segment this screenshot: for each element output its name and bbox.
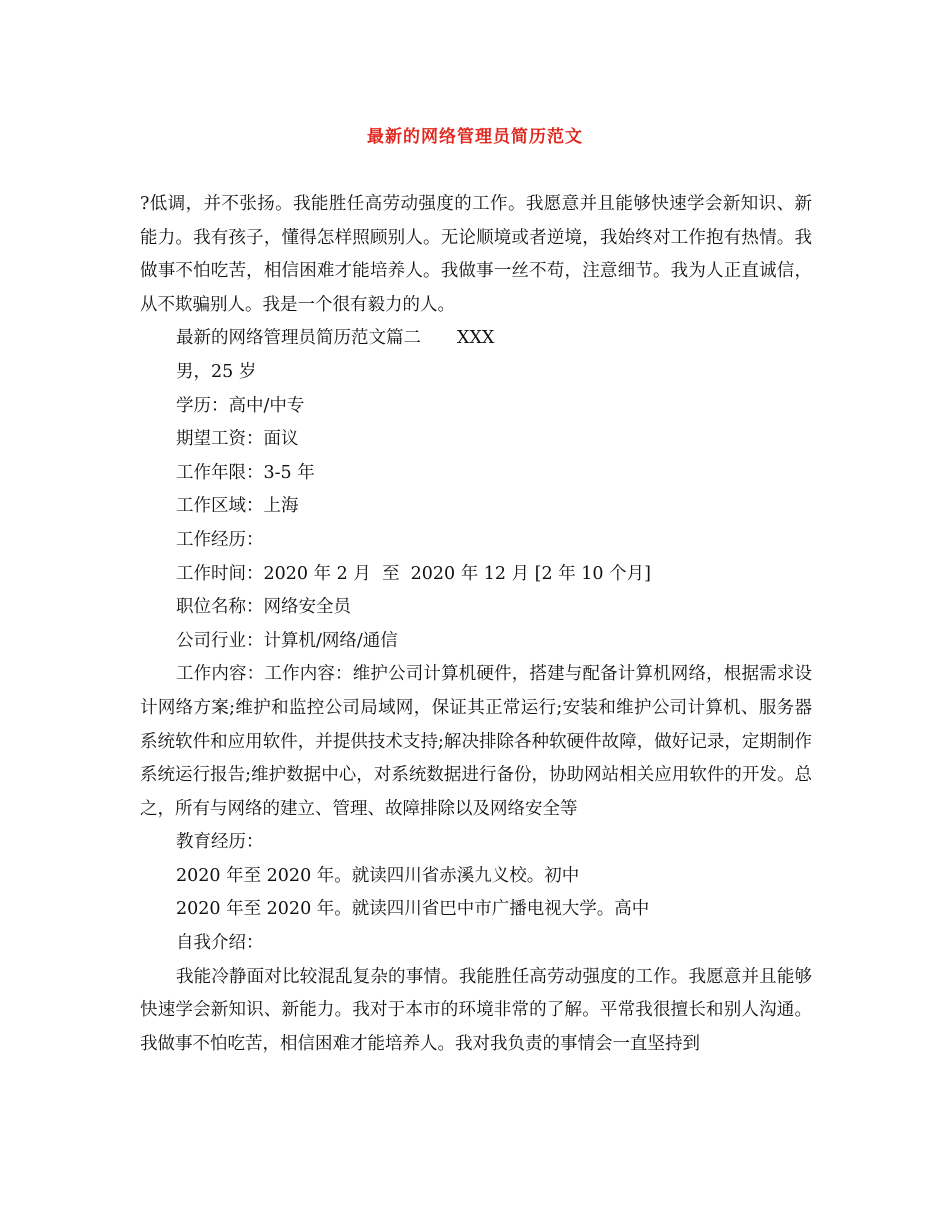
company-industry: 公司行业：计算机/网络/通信 [176,630,398,651]
section-heading-line [140,322,812,356]
self-intro-label: 自我介绍： [176,933,264,954]
work-time: 工作时间：2020 年 2 月 至 2020 年 12 月 [2 年 10 个月] [176,563,651,584]
expected-salary: 期望工资：面议 [176,429,299,450]
education-label: 教育经历： [176,832,264,853]
position-title: 职位名称：网络安全员 [176,597,351,618]
candidate-name: XXX [457,328,495,349]
work-region: 工作区域：上海 [176,496,299,517]
document-title: 最新的网络管理员简历范文 [367,127,583,147]
education-entry-1: 2020 年至 2020 年。就读四川省赤溪九义校。初中 [176,865,580,886]
gender-age: 男，25 岁 [176,361,257,382]
section-heading: 最新的网络管理员简历范文篇二 [176,328,421,349]
work-experience-label: 工作经历： [176,529,264,550]
education-level: 学历：高中/中专 [176,395,305,416]
education-entry-2: 2020 年至 2020 年。就读四川省巴中市广播电视大学。高中 [176,899,650,920]
document-body [140,188,812,1061]
work-content-paragraph: 工作内容：工作内容：维护公司计算机硬件，搭建与配备计算机网络，根据需求设计网络方案;维护和监控公司局域网，保证其正常运行;安装和维护公司计算机、服务器系统软件和应用软件，并提供技术支持;解决排除各种软硬件故障，做好记录，定期制作系统运行报告;维护数据中心，对系统数据进行备份，协助网站相关应用软件的开发。总之，所有与网络的建立、管理、故障排除以及网络安全等 [140,664,812,819]
self-intro-paragraph: 我能冷静面对比较混乱复杂的事情。我能胜任高劳动强度的工作。我愿意并且能够快速学会新知识、新能力。我对于本市的环境非常的了解。平常我很擅长和别人沟通。我做事不怕吃苦，相信困难才能培养人。我对我负责的事情会一直坚持到 [140,966,812,1054]
work-years: 工作年限：3-5 年 [176,462,315,483]
intro-paragraph: ?低调，并不张扬。我能胜任高劳动强度的工作。我愿意并且能够快速学会新知识、新能力。我有孩子，懂得怎样照顾别人。无论顺境或者逆境，我始终对工作抱有热情。我做事不怕吃苦，相信困难才能培养人。我做事一丝不苟，注意细节。我为人正直诚信，从不欺骗别人。我是一个很有毅力的人。 [140,194,812,315]
